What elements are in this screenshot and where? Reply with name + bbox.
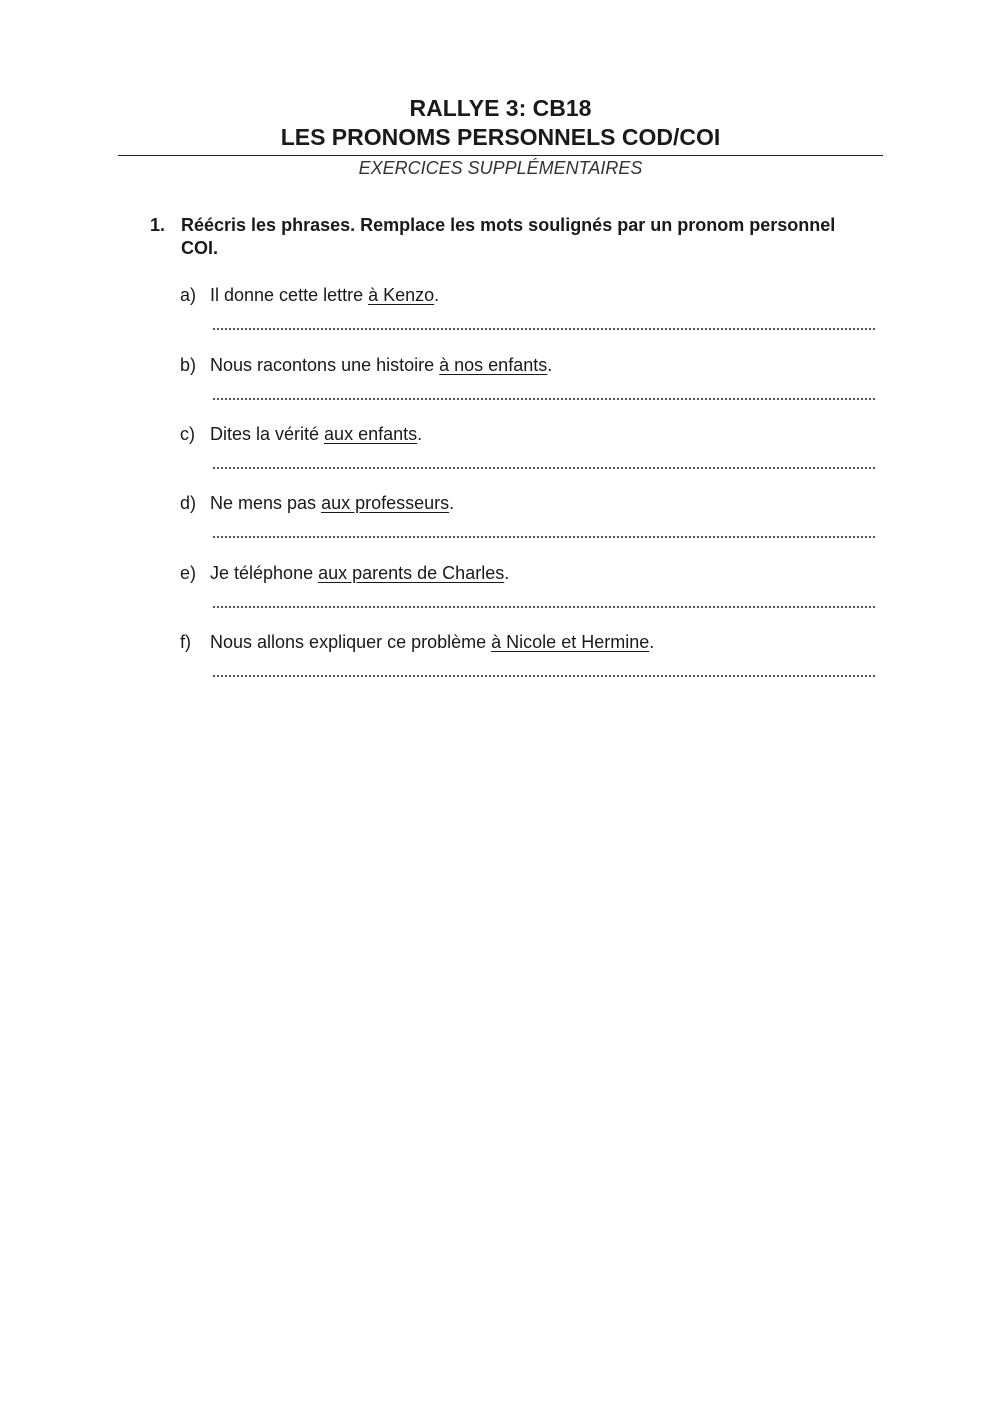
exercise-instruction: Réécris les phrases. Remplace les mots soulignés par un pronom personnel COI. <box>181 215 836 258</box>
answer-line[interactable] <box>213 606 875 608</box>
item-sentence <box>210 423 422 445</box>
sentence-text: Nous racontons une histoire <box>210 355 440 375</box>
underlined-words: aux parents de Charles <box>318 563 505 583</box>
item-letter: d) <box>180 493 197 513</box>
item-sentence <box>210 354 552 376</box>
item-letter: e) <box>180 563 197 583</box>
title-line-2: LES PRONOMS PERSONNELS COD/COI <box>280 124 721 150</box>
sentence-end: . <box>449 493 455 513</box>
answer-line[interactable] <box>213 675 875 677</box>
underlined-words: aux professeurs <box>321 493 450 513</box>
answer-line[interactable] <box>213 536 875 538</box>
exercise-item-e <box>180 562 880 632</box>
exercise-item-a <box>180 284 880 354</box>
subtitle: EXERCICES SUPPLÉMENTAIRES <box>358 158 643 178</box>
underlined-words: à Nicole et Hermine <box>491 632 650 652</box>
exercise-item-f <box>180 631 880 701</box>
sentence-end: . <box>417 424 423 444</box>
header-divider <box>118 155 883 156</box>
answer-line[interactable] <box>213 467 875 469</box>
exercise-number: 1. <box>150 215 166 235</box>
exercise-item-b <box>180 354 880 424</box>
sentence-end: . <box>504 563 510 583</box>
item-sentence <box>210 284 439 306</box>
item-letter: a) <box>180 285 197 305</box>
underlined-words: à Kenzo <box>368 285 435 305</box>
exercise-item-d <box>180 492 880 562</box>
item-sentence <box>210 492 454 514</box>
sentence-text: Je téléphone <box>210 563 319 583</box>
sentence-text: Ne mens pas <box>210 493 322 513</box>
sentence-end: . <box>649 632 655 652</box>
header <box>118 94 883 152</box>
item-letter: f) <box>180 632 191 652</box>
sentence-text: Il donne cette lettre <box>210 285 369 305</box>
sentence-end: . <box>434 285 440 305</box>
sentence-end: . <box>547 355 553 375</box>
answer-line[interactable] <box>213 328 875 330</box>
item-letter: c) <box>180 424 195 444</box>
title-line-1: RALLYE 3: CB18 <box>409 95 592 121</box>
answer-line[interactable] <box>213 398 875 400</box>
sentence-text: Dites la vérité <box>210 424 325 444</box>
sentence-text: Nous allons expliquer ce problème <box>210 632 492 652</box>
underlined-words: aux enfants <box>324 424 418 444</box>
underlined-words: à nos enfants <box>439 355 548 375</box>
exercise-item-c <box>180 423 880 493</box>
item-sentence <box>210 562 509 584</box>
item-sentence <box>210 631 654 653</box>
item-letter: b) <box>180 355 197 375</box>
